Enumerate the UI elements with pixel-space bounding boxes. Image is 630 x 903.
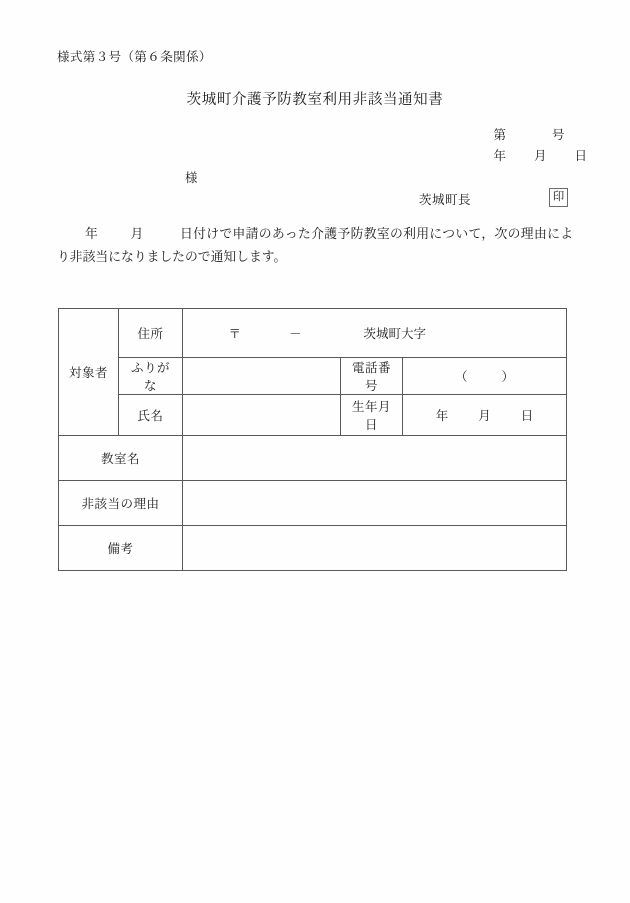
birthdate-day: 日 [520,409,534,423]
table-row-reason [59,481,567,526]
address-value-cell[interactable] [183,309,567,358]
birthdate-value-cell[interactable] [403,395,567,436]
table-row-class-name [59,436,567,481]
address-town-prefix: 茨城町大字 [363,327,427,341]
body-text: 日付けで申請のあった介護予防教室の利用について，次の理由により非該当になりましたので通知します。 [57,227,574,264]
issuer-name: 茨城町長 [419,193,472,207]
phone-label: 電話番号 [341,358,403,395]
remarks-value-cell[interactable] [183,526,567,571]
table-row-remarks [59,526,567,571]
table-row-furigana [59,358,567,395]
issue-date-year: 年 [493,149,507,163]
birthdate-label: 生年月日 [341,395,403,436]
page-title: 茨城町介護予防教室利用非該当通知書 [186,92,444,108]
phone-open-paren: （ [454,370,468,384]
class-name-label: 教室名 [59,436,183,481]
document-number-prefix: 第 [493,128,507,142]
furigana-value-cell[interactable] [183,358,341,395]
phone-close-paren: ） [501,370,515,384]
table-row-name [59,395,567,436]
table-row-address [59,309,567,358]
document-number-suffix: 号 [552,128,565,142]
reason-label: 非該当の理由 [59,481,183,526]
body-year: 年 [85,227,99,241]
issue-date-month: 月 [534,149,547,163]
address-label: 住所 [119,309,183,358]
remarks-label: 備考 [59,526,183,571]
furigana-label: ふりがな [119,358,183,395]
name-label: 氏名 [119,395,183,436]
seal-stamp-box: 印 [549,188,568,207]
subject-label: 対象者 [59,309,119,436]
issue-date-day: 日 [574,149,588,163]
postal-code-dash: － [289,327,302,341]
birthdate-year: 年 [435,409,449,423]
name-value-cell[interactable] [183,395,341,436]
phone-value-cell[interactable] [403,358,567,395]
body-month: 月 [130,227,144,241]
addressee-honorific: 様 [185,171,198,185]
subject-form-table [58,308,567,571]
reason-value-cell[interactable] [183,481,567,526]
birthdate-month: 月 [478,409,491,423]
form-number: 様式第３号（第６条関係） [57,50,212,64]
body-paragraph [57,223,573,269]
class-name-value-cell[interactable] [183,436,567,481]
issue-date-line [481,131,587,179]
postal-mark-icon: 〒 [228,327,242,341]
